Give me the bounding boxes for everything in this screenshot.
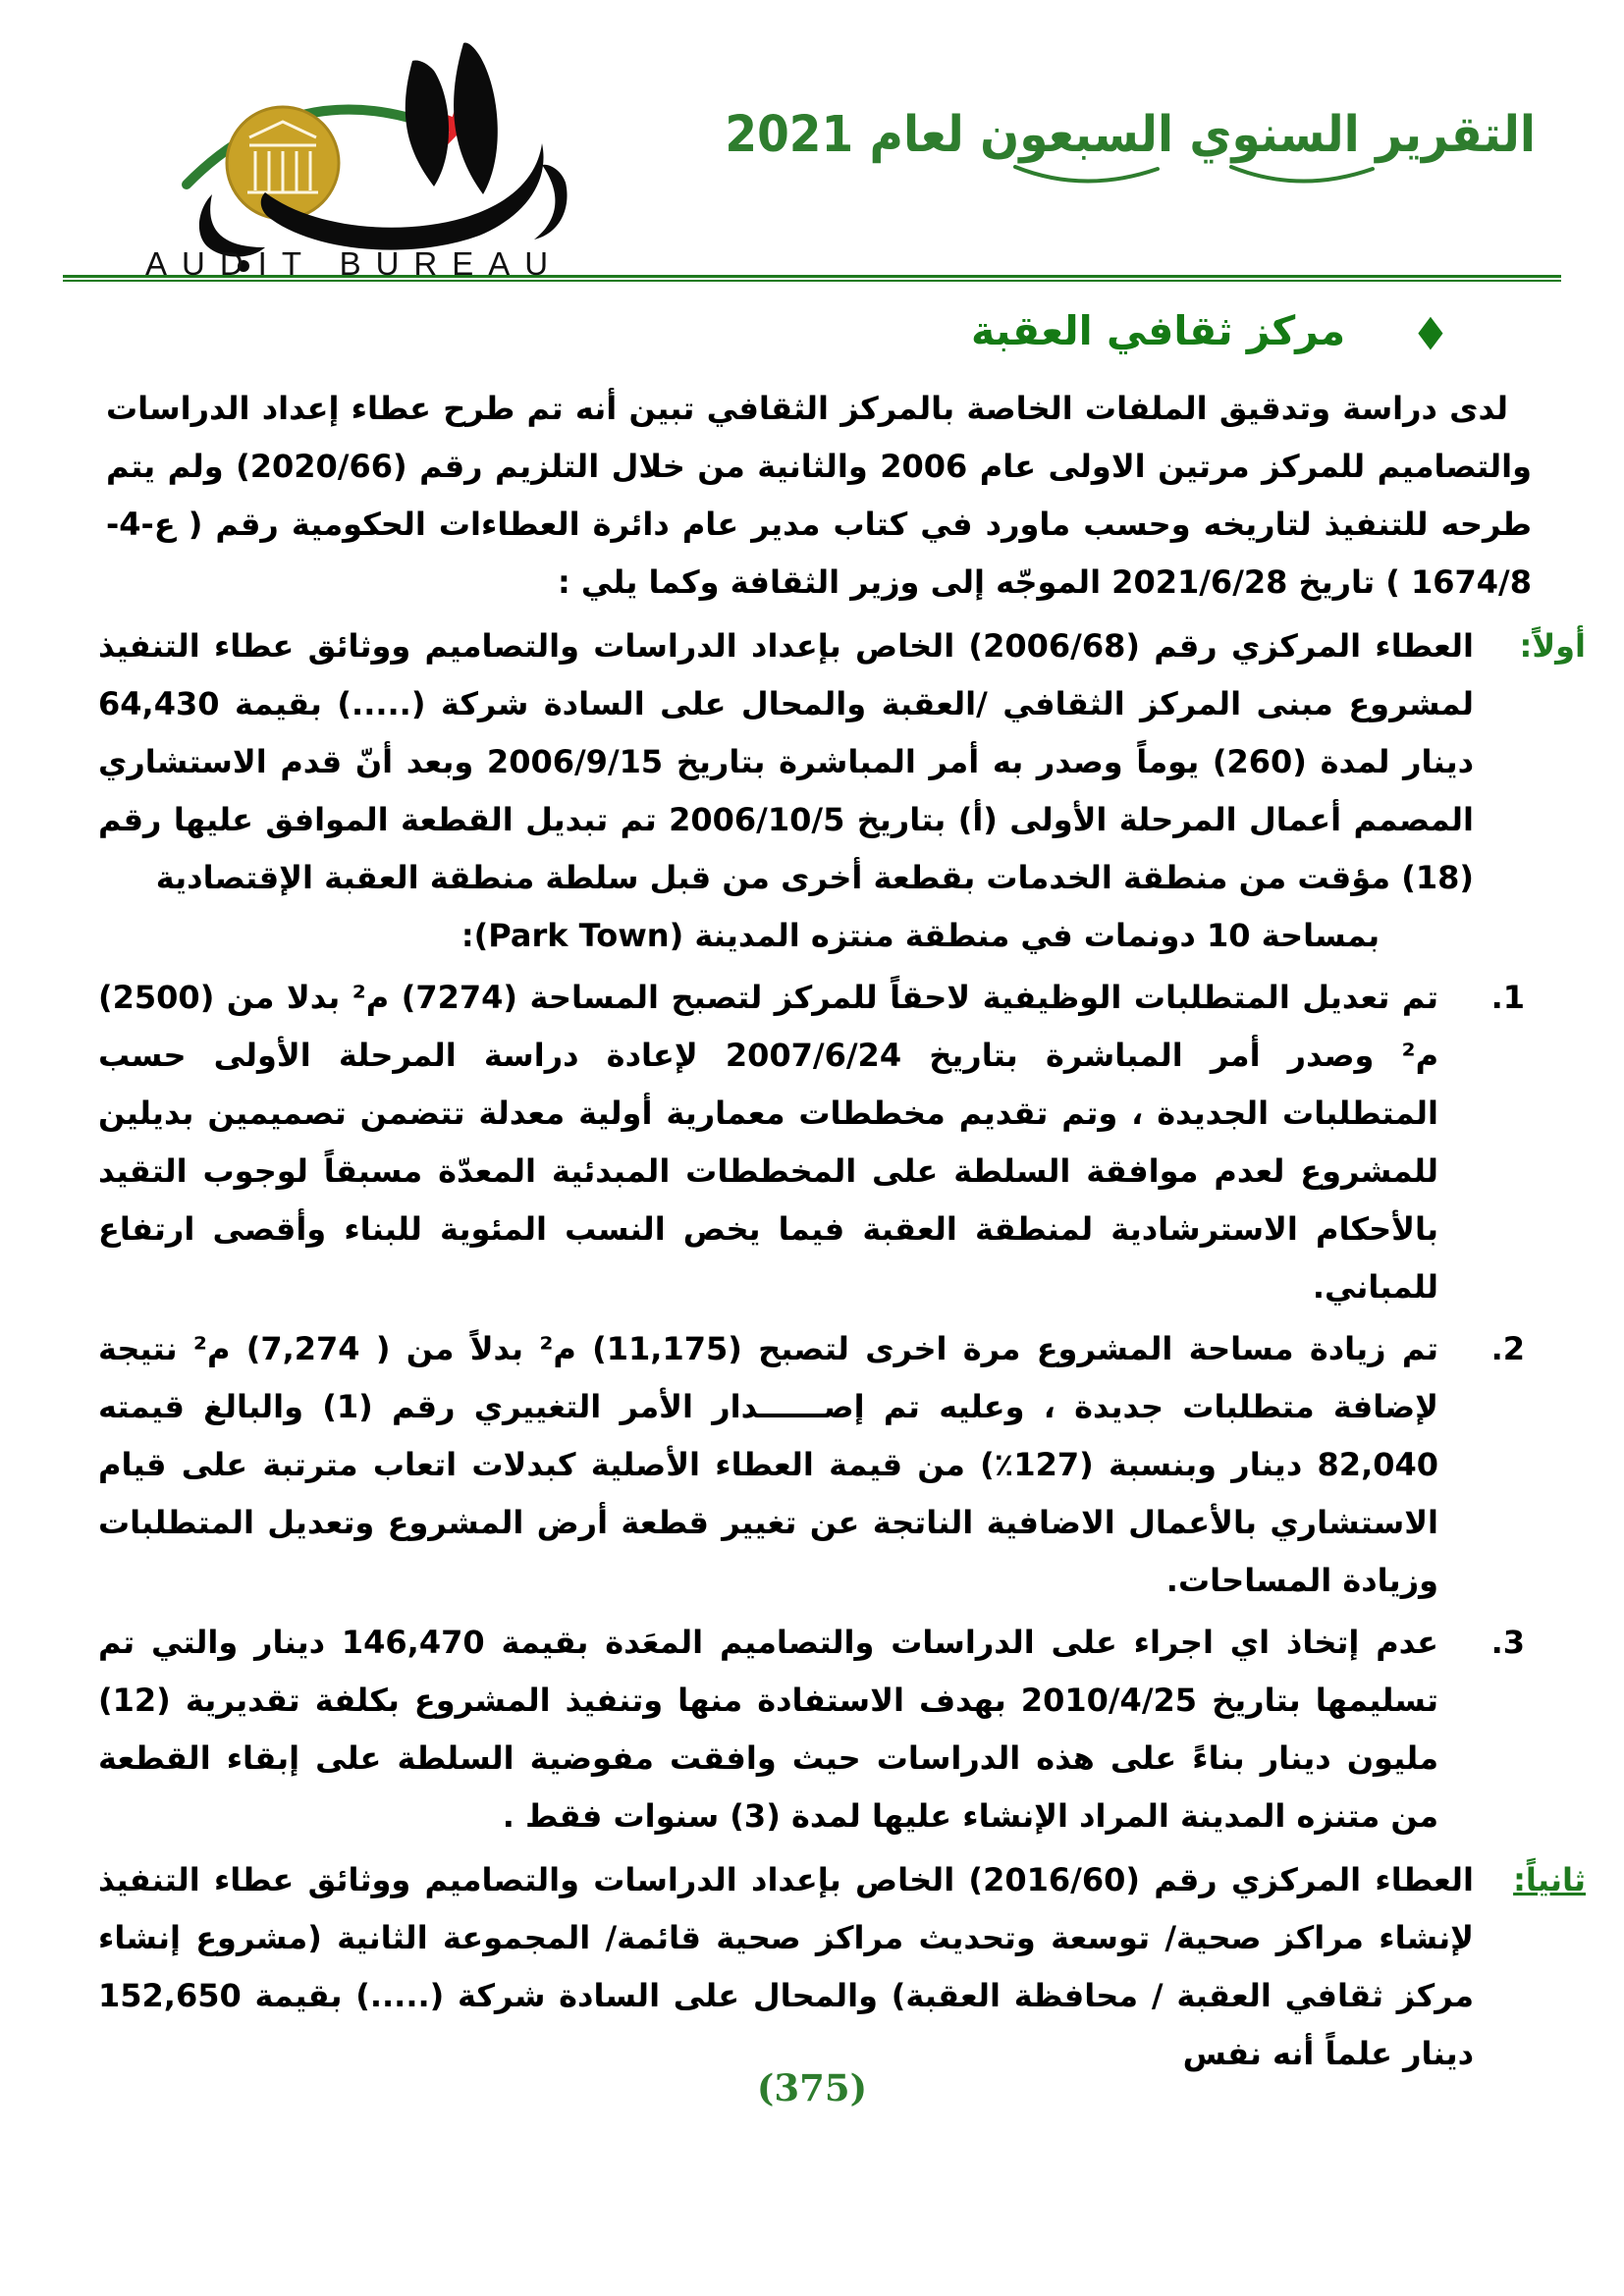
page-number: (375)	[756, 2066, 868, 2109]
second-paragraph: العطاء المركزي رقم (2016/60) الخاص بإعداد الدراسات والتصاميم ووثائق عطاء التنفيذ لإنشاء مراكز صحية/ توسعة وتحديث مراكز صحية قائمة/ المجموعة الثانية (مشروع إنشاء مركز ثقافي العقبة / محافظة العقبة) والمحال على السادة شركة (.....) بقيمة 152,650 دينار علماً أنه نفس	[98, 1861, 1475, 2072]
audit-bureau-logo	[118, 27, 579, 289]
list-item	[98, 969, 1586, 1316]
list-item	[98, 1614, 1586, 1845]
list-item-number: 3.	[1490, 1624, 1525, 1661]
list-item-number: 2.	[1490, 1330, 1525, 1367]
intro-paragraph: لدى دراسة وتدقيق الملفات الخاصة بالمركز الثقافي تبين أنه تم طرح عطاء إعداد الدراسات والتصاميم للمركز مرتين الاولى عام 2006 والثانية من خلال التلزيم رقم (2020/66) ولم يتم طرحه للتنفيذ لتاريخه وحسب ماورد في كتاب مدير عام دائرة العطاءات الحكومية رقم ( ع-4-1674/8 ) تاريخ 2021/6/28 الموجّه إلى وزير الثقافة وكما يلي :	[106, 390, 1533, 601]
first-label: أولاً:	[1519, 627, 1586, 665]
logo-english-name: AUDIT BUREAU	[145, 245, 564, 282]
list-item-text: عدم إتخاذ اي اجراء على الدراسات والتصاميم المعَدة بقيمة 146,470 دينار والتي تم تسليمها بتاريخ 2010/4/25 بهدف الاستفادة منها وتنفيذ المشروع بكلفة تقديرية (12) مليون دينار بناءً على هذه الدراسات حيث وافقت مفوضية السلطة على إبقاء القطعة من متنزه المدينة المراد الإنشاء عليها لمدة (3) سنوات فقط .	[98, 1624, 1439, 1835]
findings-list	[98, 969, 1586, 1845]
title-swash-decoration	[956, 165, 1467, 190]
logo-petra-medallion	[227, 107, 339, 219]
first-paragraph-tail: بمساحة 10 دونمات في منطقة منتزه المدينة (Park Town):	[460, 917, 1380, 954]
first-finding-block	[98, 617, 1586, 907]
report-title-block	[725, 105, 1536, 165]
section-heading-row	[0, 282, 1624, 354]
list-item	[98, 1320, 1586, 1610]
second-finding-block	[98, 1851, 1586, 2083]
page-header	[0, 0, 1624, 282]
list-item-number: 1.	[1490, 979, 1525, 1016]
second-label: ثانياً:	[1513, 1861, 1586, 1898]
diamond-bullet-icon: ◆	[1418, 305, 1443, 355]
list-item-text: تم تعديل المتطلبات الوظيفية لاحقاً للمركز لتصبح المساحة (7274) م² بدلا من (2500) م² وصدر أمر المباشرة بتاريخ 2007/6/24 لإعادة دراسة المرحلة الأولى حسب المتطلبات الجديدة ، وتم تقديم مخططات معمارية أولية معدلة تتضمن تصميمين بديلين للمشروع لعدم موافقة السلطة على المخططات المبدئية المعدّة مسبقاً لوجوب التقيد بالأحكام الاسترشادية لمنطقة العقبة فيما يخص النسب المئوية للبناء وأقصى ارتفاع للمباني.	[98, 979, 1439, 1306]
audit-bureau-logo-graphic	[118, 27, 579, 285]
list-item-text: تم زيادة مساحة المشروع مرة اخرى لتصبح (11,175) م² بدلاً من ( 7,274) م² نتيجة لإضافة متطلبات جديدة ، وعليه تم إصــــــدار الأمر التغييري رقم (1) والبالغ قيمته 82,040 دينار وبنسبة (127٪) من قيمة العطاء الأصلية كبدلات اتعاب مترتبة على قيام الاستشاري بالأعمال الاضافية الناتجة عن تغيير قطعة أرض المشروع وتعديل المتطلبات وزيادة المساحات.	[98, 1330, 1439, 1599]
first-paragraph: العطاء المركزي رقم (2006/68) الخاص بإعداد الدراسات والتصاميم ووثائق عطاء التنفيذ لمشروع مبنى المركز الثقافي /العقبة والمحال على السادة شركة (.....) بقيمة 64,430 دينار لمدة (260) يوماً وصدر به أمر المباشرة بتاريخ 2006/9/15 وبعد أنّ قدم الاستشاري المصمم أعمال المرحلة الأولى (أ) بتاريخ 2006/10/5 تم تبديل القطعة الموافق عليها رقم (18) مؤقت من منطقة الخدمات بقطعة أخرى من قبل سلطة منطقة العقبة الإقتصادية	[98, 627, 1475, 896]
report-body	[0, 354, 1624, 2083]
report-title: التقرير السنوي السبعون لعام 2021	[725, 105, 1536, 165]
section-heading: مركز ثقافي العقبة	[971, 307, 1346, 354]
